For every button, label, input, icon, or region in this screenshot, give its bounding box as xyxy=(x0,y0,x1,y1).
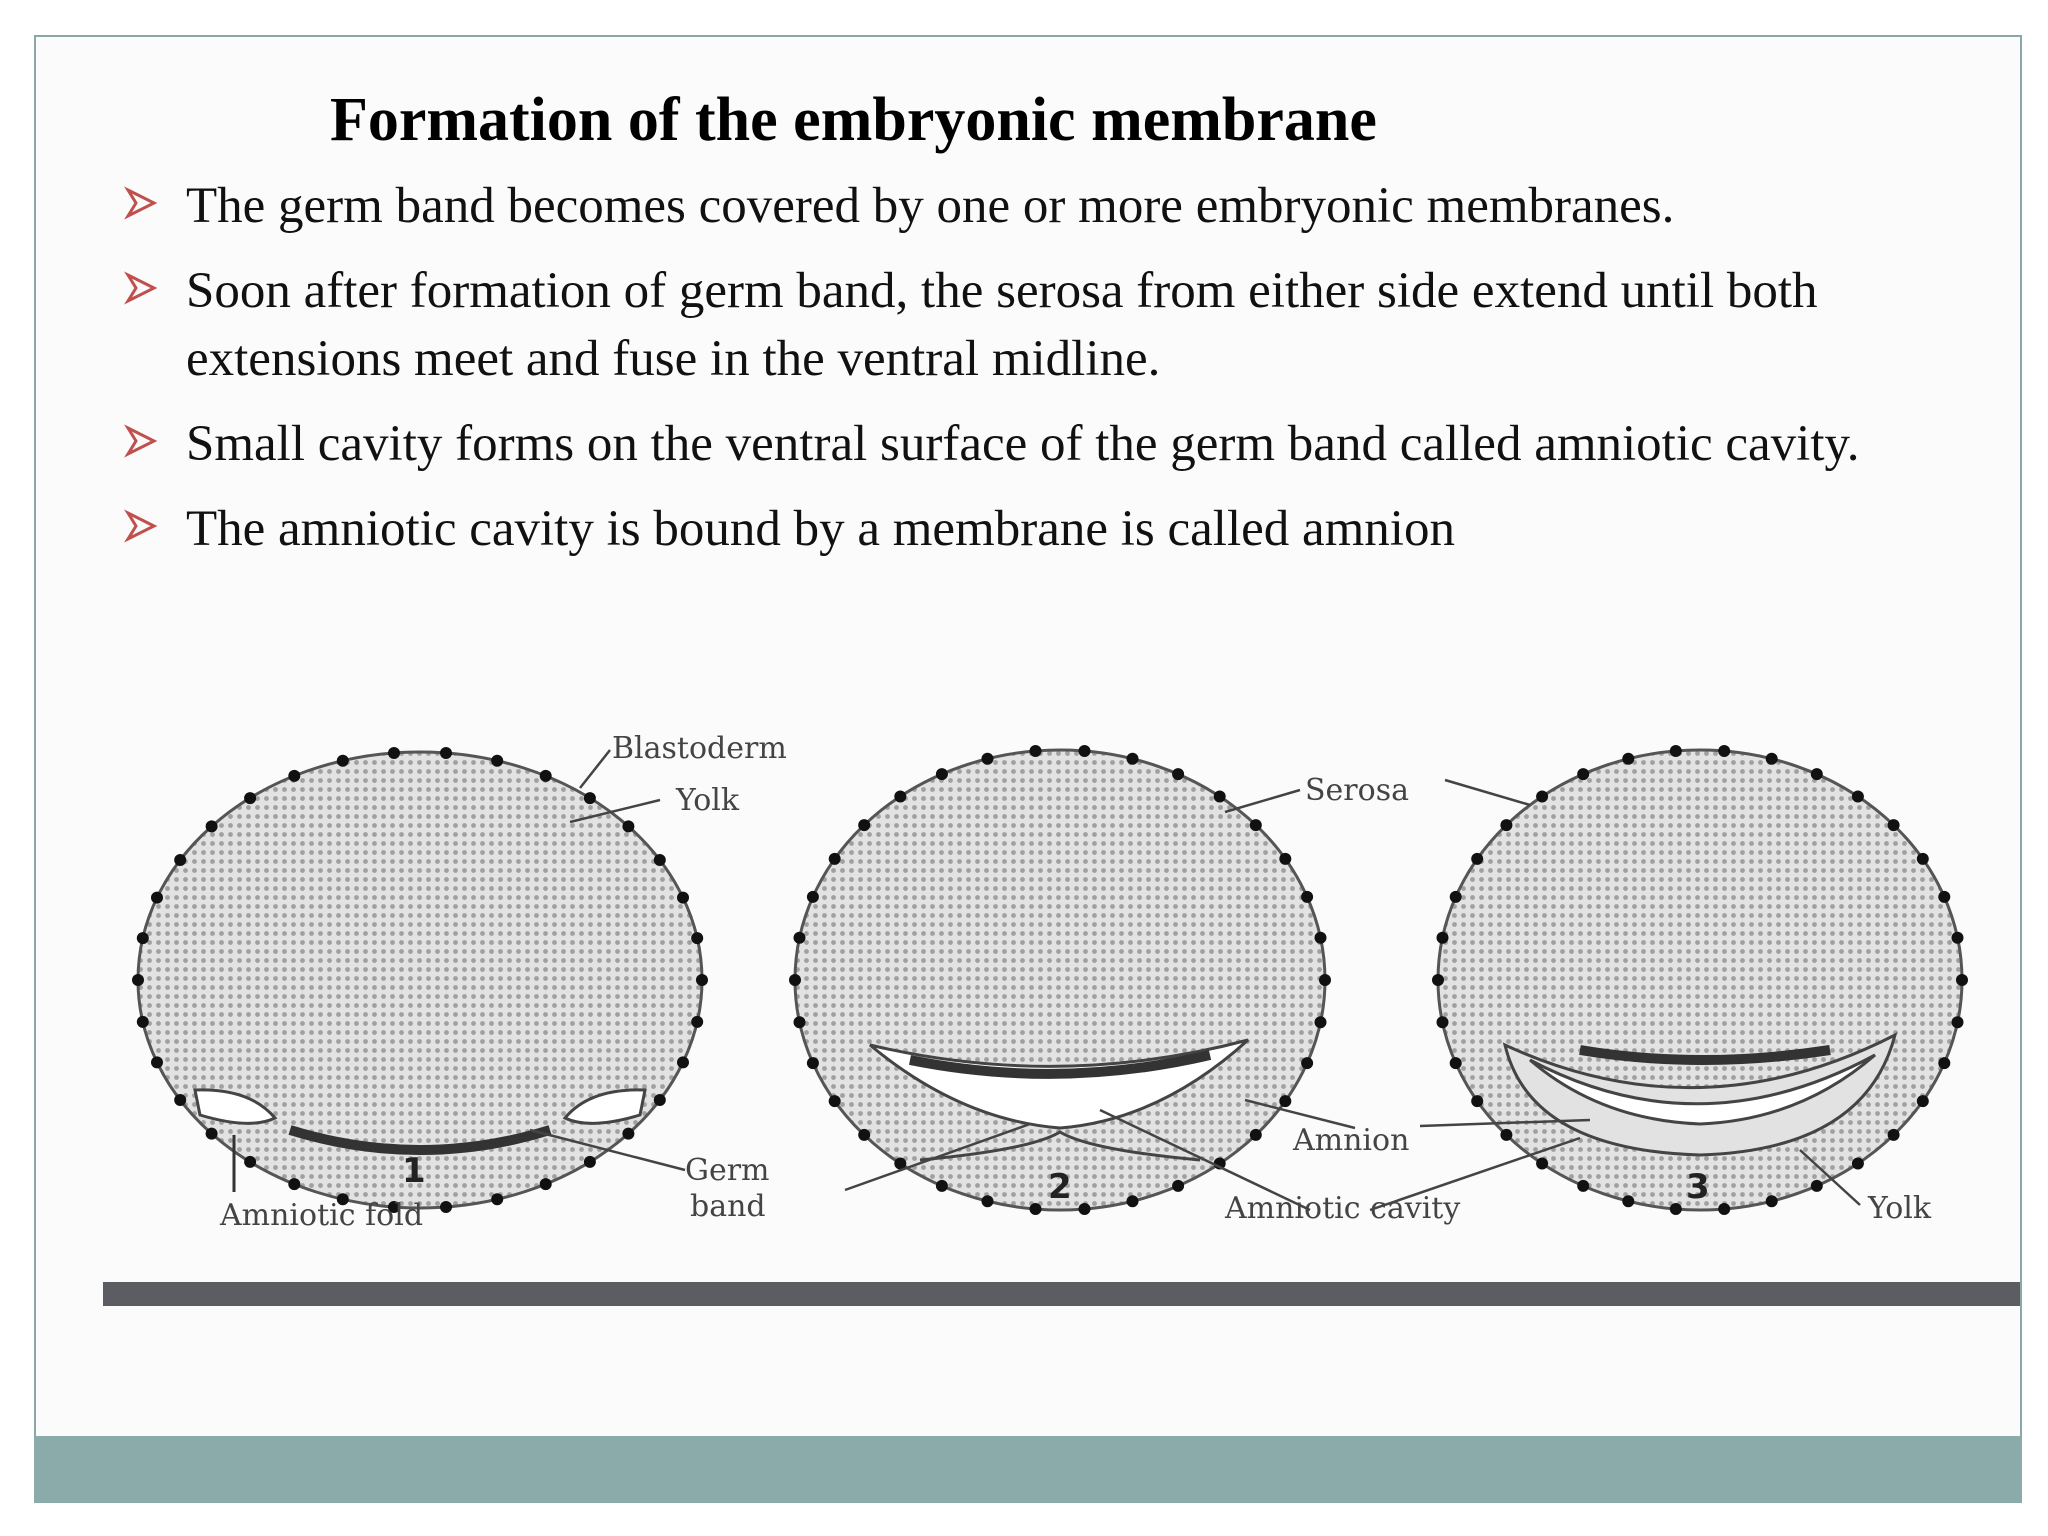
label-yolk-bottom: Yolk xyxy=(1868,1191,1932,1226)
blastoderm-dot xyxy=(1811,768,1823,780)
blastoderm-dot xyxy=(288,770,300,782)
blastoderm-dot xyxy=(1766,753,1778,765)
blastoderm-dot xyxy=(540,1178,552,1190)
embryo-diagram-svg xyxy=(100,650,2020,1290)
blastoderm-dot xyxy=(1888,819,1900,831)
blastoderm-dot xyxy=(1437,1016,1449,1028)
blastoderm-dot xyxy=(1536,791,1548,803)
blastoderm-dot xyxy=(1450,891,1462,903)
blastoderm-dot xyxy=(137,1016,149,1028)
blastoderm-dot xyxy=(1622,1195,1634,1207)
blastoderm-dot xyxy=(1315,932,1327,944)
blastoderm-dot xyxy=(1214,791,1226,803)
blastoderm-dot xyxy=(1718,1203,1730,1215)
blastoderm-dot xyxy=(858,1129,870,1141)
blastoderm-dot xyxy=(696,974,708,986)
blastoderm-dot xyxy=(807,891,819,903)
embryo-stage-3 xyxy=(1370,745,1968,1215)
blastoderm-dot xyxy=(1301,891,1313,903)
blastoderm-dot xyxy=(206,820,218,832)
blastoderm-dot xyxy=(584,792,596,804)
label-amniotic-fold: Amniotic fold xyxy=(220,1198,424,1233)
label-serosa: Serosa xyxy=(1305,773,1409,808)
blastoderm-dot xyxy=(137,932,149,944)
blastoderm-dot xyxy=(1471,1095,1483,1107)
blastoderm-dot xyxy=(337,755,349,767)
blastoderm-dot xyxy=(622,1128,634,1140)
bullet-item xyxy=(120,257,1980,393)
embryo-stage-2 xyxy=(789,745,1355,1215)
blastoderm-dot xyxy=(1319,974,1331,986)
blastoderm-dot xyxy=(654,1094,666,1106)
label-yolk-top: Yolk xyxy=(676,783,740,818)
blastoderm-dot xyxy=(894,791,906,803)
blastoderm-dot xyxy=(1622,753,1634,765)
arrow-bullet-icon xyxy=(124,424,158,458)
blastoderm-dot xyxy=(1811,1180,1823,1192)
embryo-diagram xyxy=(100,650,2020,1290)
footer-band xyxy=(34,1436,2022,1503)
blastoderm-dot xyxy=(1718,745,1730,757)
stage-number-3: 3 xyxy=(1686,1167,1710,1207)
slide-title: Formation of the embryonic membrane xyxy=(330,86,1377,154)
blastoderm-dot xyxy=(1315,1016,1327,1028)
blastoderm-dot xyxy=(1917,853,1929,865)
blastoderm-dot xyxy=(982,1195,994,1207)
blastoderm-dot xyxy=(1577,768,1589,780)
blastoderm-dot xyxy=(388,747,400,759)
label-amnion: Amnion xyxy=(1293,1123,1410,1158)
blastoderm-dot xyxy=(174,1094,186,1106)
blastoderm-dot xyxy=(1172,1180,1184,1192)
blastoderm-dot xyxy=(677,892,689,904)
bullet-text: The amniotic cavity is bound by a membrane is called amnion xyxy=(186,501,1455,557)
blastoderm-dot xyxy=(1500,1129,1512,1141)
blastoderm-dot xyxy=(1127,753,1139,765)
blastoderm-dot xyxy=(1030,1203,1042,1215)
blastoderm-dot xyxy=(1279,1095,1291,1107)
blastoderm-dot xyxy=(288,1178,300,1190)
blastoderm-dot xyxy=(1670,745,1682,757)
blastoderm-dot xyxy=(440,1201,452,1213)
blastoderm-dot xyxy=(1250,819,1262,831)
blastoderm-dot xyxy=(807,1057,819,1069)
blastoderm-dot xyxy=(174,854,186,866)
blastoderm-dot xyxy=(151,1056,163,1068)
label-blastoderm: Blastoderm xyxy=(612,731,787,766)
blastoderm-dot xyxy=(654,854,666,866)
blastoderm-dot xyxy=(691,932,703,944)
blastoderm-dot xyxy=(677,1056,689,1068)
blastoderm-dot xyxy=(829,1095,841,1107)
bullet-item xyxy=(120,172,1980,240)
blastoderm-dot xyxy=(1471,853,1483,865)
bullet-text: The germ band becomes covered by one or more embryonic membranes. xyxy=(186,178,1675,234)
blastoderm-dot xyxy=(151,892,163,904)
blastoderm-dot xyxy=(1670,1203,1682,1215)
blastoderm-dot xyxy=(1079,745,1091,757)
blastoderm-dot xyxy=(1852,1158,1864,1170)
blastoderm-dot xyxy=(1536,1158,1548,1170)
bullet-list xyxy=(120,172,1980,580)
label-germ-band-line2: band xyxy=(690,1189,766,1224)
blastoderm-dot xyxy=(132,974,144,986)
stage-number-1: 1 xyxy=(402,1151,426,1191)
blastoderm-dot xyxy=(1952,1016,1964,1028)
arrow-bullet-icon xyxy=(124,186,158,220)
blastoderm-dot xyxy=(789,974,801,986)
blastoderm-dot xyxy=(1172,768,1184,780)
blastoderm-dot xyxy=(1301,1057,1313,1069)
blastoderm-dot xyxy=(1450,1057,1462,1069)
label-amniotic-cavity: Amniotic cavity xyxy=(1225,1191,1461,1226)
blastoderm-dot xyxy=(1852,791,1864,803)
blastoderm-dot xyxy=(858,819,870,831)
blastoderm-dot xyxy=(1766,1195,1778,1207)
blastoderm-dot xyxy=(1437,932,1449,944)
blastoderm-dot xyxy=(1079,1203,1091,1215)
blastoderm-dot xyxy=(491,755,503,767)
blastoderm-dot xyxy=(1956,974,1968,986)
blastoderm-dot xyxy=(829,853,841,865)
blastoderm-dot xyxy=(1030,745,1042,757)
bullet-text: Soon after formation of germ band, the serosa from either side extend until both extensions meet and fuse in the ventral midline. xyxy=(186,263,1818,387)
blastoderm-dot xyxy=(1577,1180,1589,1192)
label-germ-band-line1: Germ xyxy=(685,1153,770,1188)
blastoderm-dot xyxy=(1500,819,1512,831)
arrow-bullet-icon xyxy=(124,509,158,543)
blastoderm-dot xyxy=(1279,853,1291,865)
blastoderm-dot xyxy=(1127,1195,1139,1207)
blastoderm-dot xyxy=(1888,1129,1900,1141)
embryo-stage-1 xyxy=(132,747,708,1213)
blastoderm-dot xyxy=(982,753,994,765)
blastoderm-dot xyxy=(491,1193,503,1205)
blastoderm-dot xyxy=(936,768,948,780)
bullet-item xyxy=(120,410,1980,478)
blastoderm-dot xyxy=(794,932,806,944)
horizontal-rule xyxy=(103,1282,2020,1306)
blastoderm-dot xyxy=(244,1156,256,1168)
blastoderm-dot xyxy=(244,792,256,804)
blastoderm-dot xyxy=(206,1128,218,1140)
blastoderm-dot xyxy=(440,747,452,759)
blastoderm-dot xyxy=(1432,974,1444,986)
arrow-bullet-icon xyxy=(124,271,158,305)
blastoderm-dot xyxy=(1917,1095,1929,1107)
blastoderm-dot xyxy=(1938,891,1950,903)
bullet-text: Small cavity forms on the ventral surface of the germ band called amniotic cavity. xyxy=(186,416,1860,472)
blastoderm-dot xyxy=(540,770,552,782)
blastoderm-dot xyxy=(584,1156,596,1168)
stage-number-2: 2 xyxy=(1048,1167,1072,1207)
blastoderm-dot xyxy=(622,820,634,832)
blastoderm-dot xyxy=(1952,932,1964,944)
blastoderm-dot xyxy=(936,1180,948,1192)
blastoderm-dot xyxy=(1938,1057,1950,1069)
blastoderm-dot xyxy=(691,1016,703,1028)
blastoderm-dot xyxy=(794,1016,806,1028)
blastoderm-dot xyxy=(1250,1129,1262,1141)
bullet-item xyxy=(120,495,1980,563)
